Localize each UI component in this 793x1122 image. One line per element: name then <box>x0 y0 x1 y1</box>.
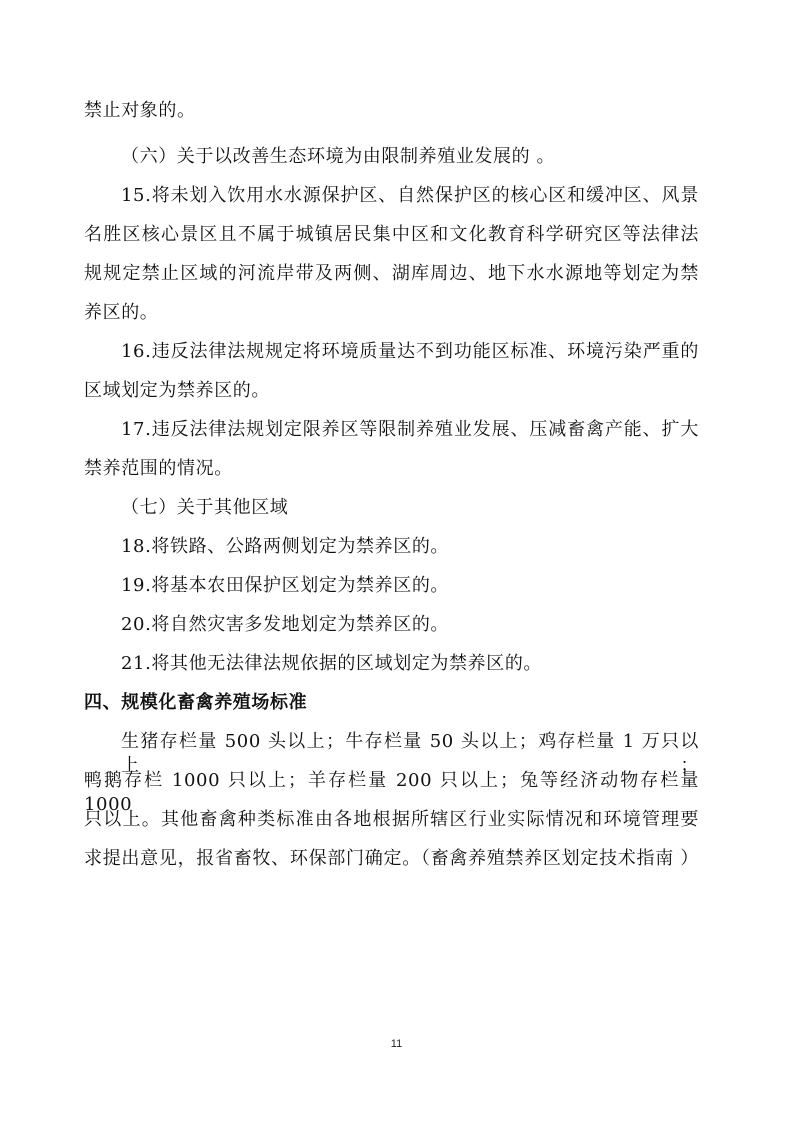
text-line: 养区的。 <box>84 302 159 323</box>
text-line: 鸭鹅存栏 1000 只以上；羊存栏量 200 只以上；兔等经济动物存栏量 1000 <box>84 770 699 815</box>
chapter-heading-4: 四、规模化畜禽养殖场标准 <box>84 692 308 713</box>
section-heading-6: （六）关于以改善生态环境为由限制养殖业发展的 。 <box>121 146 556 167</box>
text-line: 只以上。其他畜禽种类标准由各地根据所辖区行业实际情况和环境管理要 <box>84 809 699 830</box>
text-line: 18.将铁路、公路两侧划定为禁养区的。 <box>121 536 450 557</box>
page-number: 11 <box>390 1038 403 1050</box>
text-line: 禁止对象的。 <box>84 100 196 121</box>
section-heading-7: （七）关于其他区域 <box>121 497 289 518</box>
text-line: 15.将未划入饮用水水源保护区、自然保护区的核心区和缓冲区、风景 <box>121 185 699 206</box>
text-line: 禁养范围的情况。 <box>84 458 233 479</box>
text-line: 生猪存栏量 500 头以上；牛存栏量 50 头以上；鸡存栏量 1 万只以上； <box>121 731 699 776</box>
text-line: 16.违反法律法规规定将环境质量达不到功能区标准、环境污染严重的 <box>121 341 699 362</box>
text-line: 求提出意见，报省畜牧、环保部门确定。（畜禽养殖禁养区划定技术指南 ） <box>84 848 699 869</box>
text-line: 名胜区核心景区且不属于城镇居民集中区和文化教育科学研究区等法律法 <box>84 224 699 245</box>
text-line: 20.将自然灾害多发地划定为禁养区的。 <box>121 614 450 635</box>
text-line: 规规定禁止区域的河流岸带及两侧、湖库周边、地下水水源地等划定为禁 <box>84 263 699 284</box>
text-line: 区域划定为禁养区的。 <box>84 380 270 401</box>
text-line: 17.违反法律法规划定限养区等限制养殖业发展、压减畜禽产能、扩大 <box>121 419 699 440</box>
text-line: 21.将其他无法律法规依据的区域划定为禁养区的。 <box>121 653 543 674</box>
text-line: 19.将基本农田保护区划定为禁养区的。 <box>121 575 450 596</box>
